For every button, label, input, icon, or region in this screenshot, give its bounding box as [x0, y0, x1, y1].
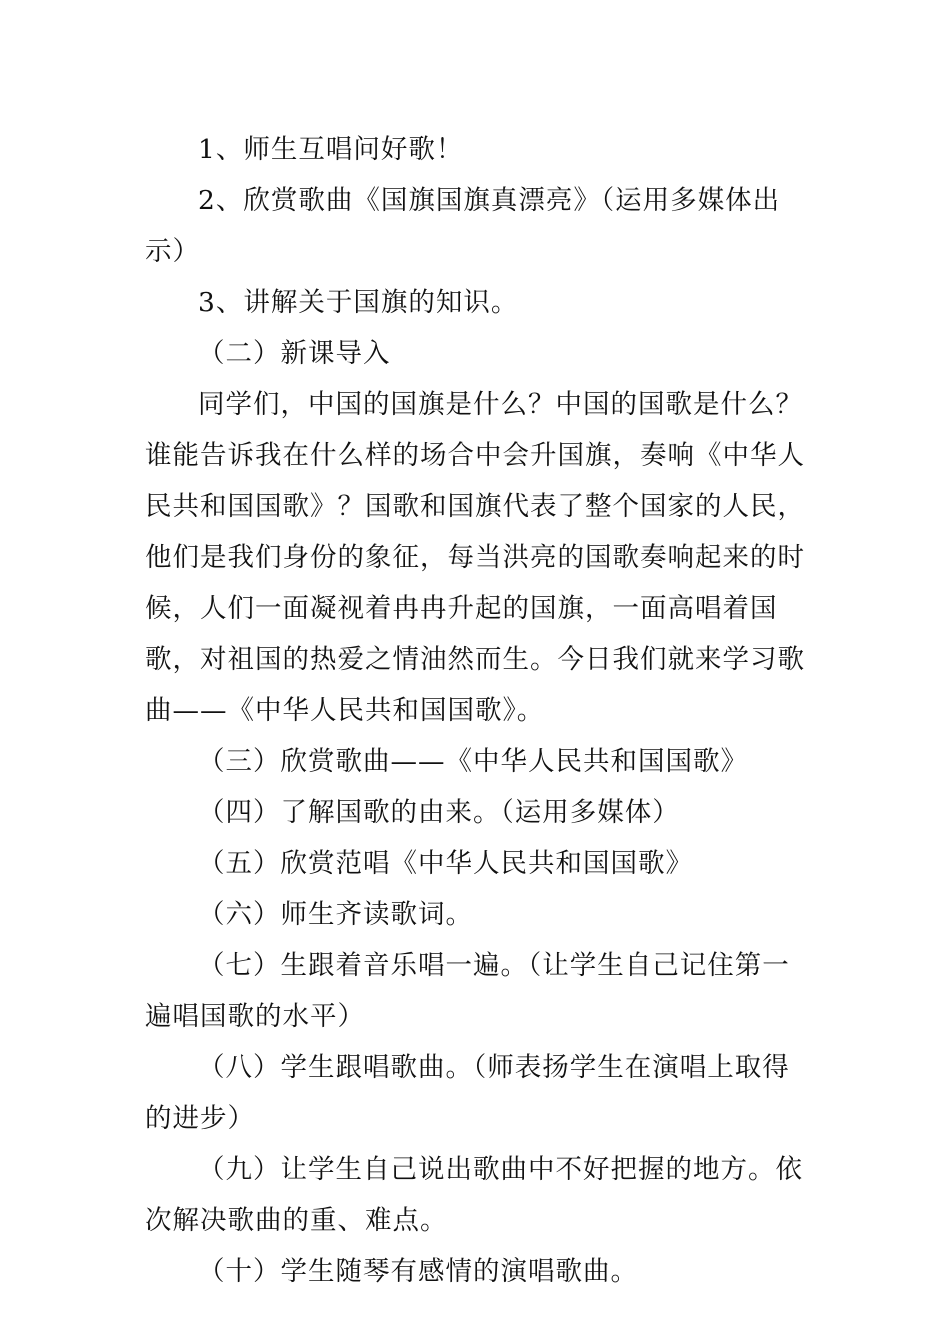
step-four: （四）了解国歌的由来。（运用多媒体）	[198, 797, 680, 828]
paragraph-2: 2、欣赏歌曲《国旗国旗真漂亮》（运用多媒体出示）	[145, 185, 781, 267]
step-seven: （七）生跟着音乐唱一遍。（让学生自己记住第一遍唱国歌的水平）	[145, 950, 790, 1032]
paragraph-3: 3、讲解关于国旗的知识。	[198, 287, 519, 318]
paragraph-1: 1、师生互唱问好歌！	[198, 134, 464, 165]
paragraph-intro: 同学们，中国的国旗是什么？中国的国歌是什么？谁能告诉我在什么样的场合中会升国旗，奏响《中华人民共和国国歌》？国歌和国旗代表了整个国家的人民，他们是我们身份的象征，每当洪亮的国歌奏响起来的时候，人们一面凝视着冉冉升起的国旗，一面高唱着国歌，对祖国的热爱之情油然而生。今日我们就来学习歌曲——《中华人民共和国国歌》。	[145, 389, 805, 726]
document-body	[145, 124, 810, 1297]
step-ten: （十）学生随琴有感情的演唱歌曲。	[198, 1256, 638, 1287]
step-eight: （八）学生跟唱歌曲。（师表扬学生在演唱上取得的进步）	[145, 1052, 790, 1134]
section-heading-new-lesson: （二）新课导入	[198, 338, 391, 369]
step-five: （五）欣赏范唱《中华人民共和国国歌》	[198, 848, 693, 879]
step-three: （三）欣赏歌曲——《中华人民共和国国歌》	[198, 746, 748, 777]
step-six: （六）师生齐读歌词。	[198, 899, 473, 930]
step-nine: （九）让学生自己说出歌曲中不好把握的地方。依次解决歌曲的重、难点。	[145, 1154, 803, 1236]
